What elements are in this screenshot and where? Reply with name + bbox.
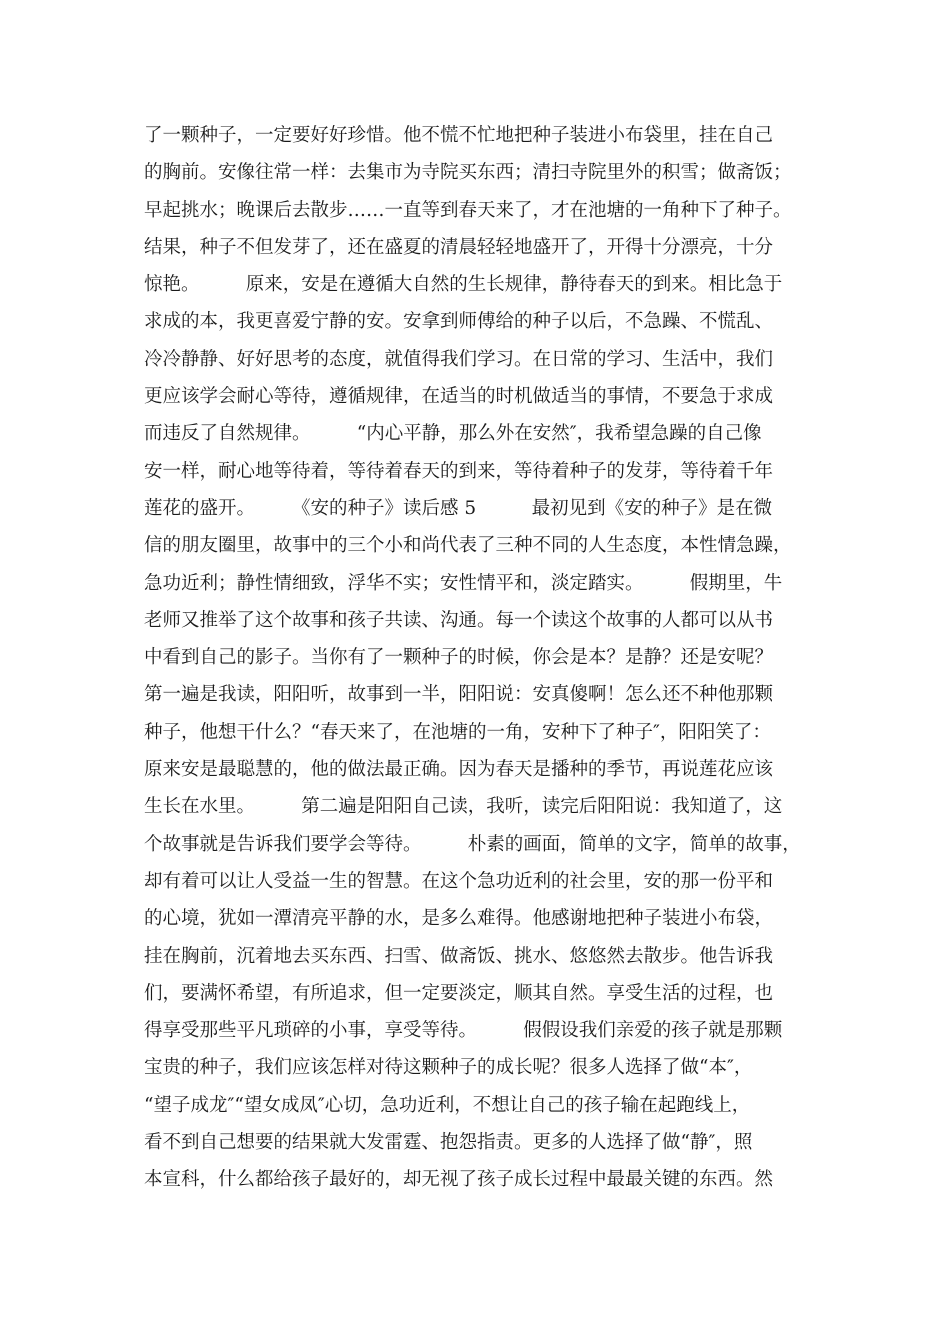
- text-line: 早起挑水；晚课后去散步……一直等到春天来了，才在池塘的一角种下了种子。: [144, 199, 792, 221]
- text-line: 莲花的盛开。 《安的种子》读后感 5 最初见到《安的种子》是在微: [144, 497, 773, 519]
- text-line: 急功近利；静性情细致，浮华不实；安性情平和，淡定踏实。 假期里，牛: [144, 572, 783, 594]
- text-line: 个故事就是告诉我们要学会等待。 朴素的画面，简单的文字，简单的故事，: [144, 833, 801, 855]
- text-line: 了一颗种子，一定要好好珍惜。他不慌不忙地把种子装进小布袋里，挂在自己: [144, 125, 774, 146]
- text-line: 的心境，犹如一潭清亮平静的水，是多么难得。他感谢地把种子装进小布袋，: [144, 908, 774, 930]
- text-line: 种子，他想干什么？“春天来了，在池塘的一角，安种下了种子″，阳阳笑了：: [144, 721, 771, 743]
- text-line: 中看到自己的影子。当你有了一颗种子的时候，你会是本？是静？还是安呢？: [144, 647, 774, 669]
- text-line: 看不到自己想要的结果就大发雷霆、抱怨指责。更多的人选择了做“静″，照: [144, 1132, 753, 1154]
- text-line: 信的朋友圈里，故事中的三个小和尚代表了三种不同的人生态度，本性情急躁，: [144, 535, 792, 557]
- text-line: 本宣科，什么都给孩子最好的，却无视了孩子成长过程中最最关键的东西。然: [144, 1169, 774, 1191]
- text-line: 却有着可以让人受益一生的智慧。在这个急功近利的社会里，安的那一份平和: [144, 870, 774, 892]
- text-line: 的胸前。安像往常一样：去集市为寺院买东西；清扫寺院里外的积雪；做斋饭；: [144, 162, 792, 184]
- text-line: 第一遍是我读，阳阳听，故事到一半，阳阳说：安真傻啊！怎么还不种他那颗: [144, 684, 774, 706]
- text-line: 惊艳。 原来，安是在遵循大自然的生长规律，静待春天的到来。相比急于: [144, 274, 783, 296]
- text-line: 求成的本，我更喜爱宁静的安。安拿到师傅给的种子以后，不急躁、不慌乱、: [144, 311, 774, 333]
- text-line: 而违反了自然规律。 “内心平静，那么外在安然″，我希望急躁的自己像: [144, 423, 762, 445]
- text-line: 更应该学会耐心等待，遵循规律，在适当的时机做适当的事情，不要急于求成: [144, 386, 774, 408]
- text-line: 宝贵的种子，我们应该怎样对待这颗种子的成长呢？很多人选择了做“本″，: [144, 1057, 753, 1079]
- text-line: 生长在水里。 第二遍是阳阳自己读，我听，读完后阳阳说：我知道了，这: [144, 796, 783, 818]
- text-line: 老师又推举了这个故事和孩子共读、沟通。每一个读这个故事的人都可以从书: [144, 609, 774, 631]
- text-line: 挂在胸前，沉着地去买东西、扫雪、做斋饭、挑水、悠悠然去散步。他告诉我: [144, 945, 774, 967]
- text-line: “望子成龙″“望女成凤″心切，急功近利，不想让自己的孩子输在起跑线上，: [144, 1094, 751, 1116]
- text-line: 得享受那些平凡琐碎的小事，享受等待。 假假设我们亲爱的孩子就是那颗: [144, 1020, 783, 1042]
- text-line: 们，要满怀希望，有所追求，但一定要淡定，顺其自然。享受生活的过程，也: [144, 982, 774, 1004]
- text-line: 冷冷静静、好好思考的态度，就值得我们学习。在日常的学习、生活中，我们: [144, 348, 774, 370]
- body-text: [144, 117, 834, 1199]
- text-line: 原来安是最聪慧的，他的做法最正确。因为春天是播种的季节，再说莲花应该: [144, 759, 774, 781]
- text-line: 安一样，耐心地等待着，等待着春天的到来，等待着种子的发芽，等待着千年: [144, 460, 774, 482]
- text-line: 结果，种子不但发芽了，还在盛夏的清晨轻轻地盛开了，开得十分漂亮，十分: [144, 236, 774, 258]
